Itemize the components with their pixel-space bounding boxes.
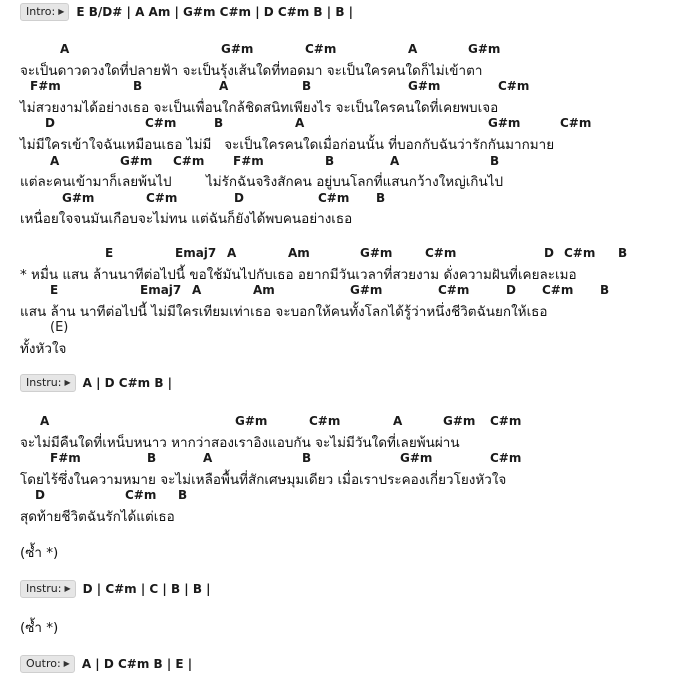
chord: C#m: [560, 116, 592, 131]
intro-toggle[interactable]: [20, 3, 69, 21]
chord: C#m: [490, 451, 522, 466]
chord: C#m: [146, 190, 178, 205]
play-arrow-icon: ▶: [64, 378, 71, 387]
chord: B: [376, 190, 386, 205]
chord: Am: [288, 246, 310, 260]
instru-1-chords: A | D C#m B |: [82, 376, 173, 390]
chord: A: [393, 414, 403, 428]
chord: Am: [253, 283, 275, 298]
chord: C#m: [498, 79, 530, 94]
play-arrow-icon: ▶: [64, 584, 71, 593]
chord: G#m: [488, 116, 521, 131]
instru-2-chords: D | C#m | C | B | B |: [82, 582, 211, 596]
chord: B: [178, 488, 188, 503]
chord: G#m: [120, 153, 153, 168]
chord: A: [40, 414, 50, 428]
chord: A: [219, 79, 229, 94]
instru-1-section: [20, 374, 172, 392]
chord: G#m: [408, 79, 441, 94]
intro-label: Intro:: [26, 5, 56, 18]
chord: A: [408, 42, 418, 56]
chord: B: [147, 451, 157, 466]
chord: A: [60, 42, 70, 56]
chord: C#m: [309, 414, 341, 428]
chord: B: [490, 153, 500, 168]
chord: B: [618, 246, 628, 260]
lyric-line: * หมื่น แสน ล้านนาทีต่อไปนี้ ขอใช้มันไปกับเธอ อยากมีวันเวลาที่สวยงาม ดั่งความฝันที่เคยละเมอ: [20, 266, 577, 283]
chord: G#m: [235, 414, 268, 428]
play-arrow-icon: ▶: [63, 659, 70, 668]
chord: E: [50, 283, 59, 298]
chord: Emaj7: [140, 283, 182, 298]
chord: C#m: [425, 246, 457, 260]
chord: C#m: [438, 283, 470, 298]
chord: B: [302, 79, 312, 94]
lyric-line: ทั้งหัวใจ: [20, 340, 67, 357]
lyric-line: ไม่มีใครเข้าใจฉันเหมือนเธอ ไม่มี จะเป็นใครคนใดเมื่อก่อนนั้น ที่บอกกับฉันว่ารักกันมากมาย: [20, 136, 555, 153]
instru-1-toggle[interactable]: [20, 374, 76, 392]
chord: A: [295, 116, 305, 131]
lyric-line: จะเป็นดาวดวงใดที่ปลายฟ้า จะเป็นรุ้งเส้นใดที่ทอดมา จะเป็นใครคนใดก็ไม่เข้าตา: [20, 62, 483, 79]
chord: B: [600, 283, 610, 298]
play-arrow-icon: ▶: [58, 7, 65, 16]
chord: D: [35, 488, 45, 503]
repeat-note: (ซ้ำ *): [20, 620, 59, 636]
chord: B: [302, 451, 312, 466]
chord: D: [506, 283, 516, 298]
chord: A: [192, 283, 202, 298]
lyric-line: เหนื่อยใจจนมันเกือบจะไม่ทน แต่ฉันก็ยังได้พบคนอย่างเธอ: [20, 211, 353, 228]
chord: G#m: [62, 190, 95, 205]
chord: A: [227, 246, 237, 260]
chord: G#m: [443, 414, 476, 428]
lyric-line: ไม่สวยงามได้อย่างเธอ จะเป็นเพื่อนใกล้ชิดสนิทเพียงไร จะเป็นใครคนใดที่เคยพบเจอ: [20, 99, 499, 116]
chord: G#m: [350, 283, 383, 298]
lyric-line: แต่ละคนเข้ามาก็เลยพ้นไป ไม่รักฉันจริงสักคน อยู่บนโลกที่แสนกว้างใหญ่เกินไป: [20, 174, 504, 191]
chord: D: [234, 190, 244, 205]
chord: C#m: [564, 246, 596, 260]
chord: D: [45, 116, 55, 131]
chord: C#m: [145, 116, 177, 131]
chord: C#m: [318, 190, 350, 205]
lyric-line: แสน ล้าน นาทีต่อไปนี้ ไม่มีใครเทียมเท่าเธอ จะบอกให้คนทั้งโลกได้รู้ว่าหนึ่งชีวิตฉันยกให้เธอ: [20, 303, 548, 320]
lyric-line: จะไม่มีคืนใดที่เหน็บหนาว หากว่าสองเราอิงแอบกัน จะไม่มีวันใดที่เลยพ้นผ่าน: [20, 434, 460, 451]
chord: E: [105, 246, 114, 260]
chord: C#m: [490, 414, 522, 428]
chord: G#m: [221, 42, 254, 56]
chord: C#m: [125, 488, 157, 503]
chord: Emaj7: [175, 246, 217, 260]
instru-2-toggle[interactable]: [20, 580, 76, 598]
chord: F#m: [50, 451, 81, 466]
chord: B: [214, 116, 224, 131]
chord: G#m: [468, 42, 501, 56]
outro-chords: A | D C#m B | E |: [81, 657, 193, 671]
chord: A: [390, 153, 400, 168]
chord: B: [325, 153, 335, 168]
outro-label: Outro:: [26, 657, 61, 670]
instru-2-label: Instru:: [26, 582, 62, 595]
chord: C#m: [173, 153, 205, 168]
chord: F#m: [233, 153, 264, 168]
repeat-note: (ซ้ำ *): [20, 545, 59, 561]
chord: G#m: [400, 451, 433, 466]
outro-toggle[interactable]: [20, 655, 75, 673]
chord: G#m: [360, 246, 393, 260]
instru-1-label: Instru:: [26, 376, 62, 389]
chord: C#m: [542, 283, 574, 298]
instru-2-section: [20, 580, 211, 598]
chord: C#m: [305, 42, 337, 56]
chord: B: [133, 79, 143, 94]
chord: A: [50, 153, 60, 168]
chord: A: [203, 451, 213, 466]
intro-section: [20, 3, 353, 21]
lyric-line: สุดท้ายชีวิตฉันรักได้แต่เธอ: [20, 508, 175, 525]
chord: (E): [50, 320, 69, 336]
outro-section: [20, 655, 192, 673]
chord: D: [544, 246, 554, 260]
chord: F#m: [30, 79, 61, 94]
intro-chords: E B/D# | A Am | G#m C#m | D C#m B | B |: [76, 5, 354, 19]
lyric-line: โดยไร้ซึ่งในความหมาย จะไม่เหลือพื้นที่สักเศษมุมเดียว เมื่อเราประคองเกี่ยวโยงหัวใจ: [20, 471, 507, 488]
